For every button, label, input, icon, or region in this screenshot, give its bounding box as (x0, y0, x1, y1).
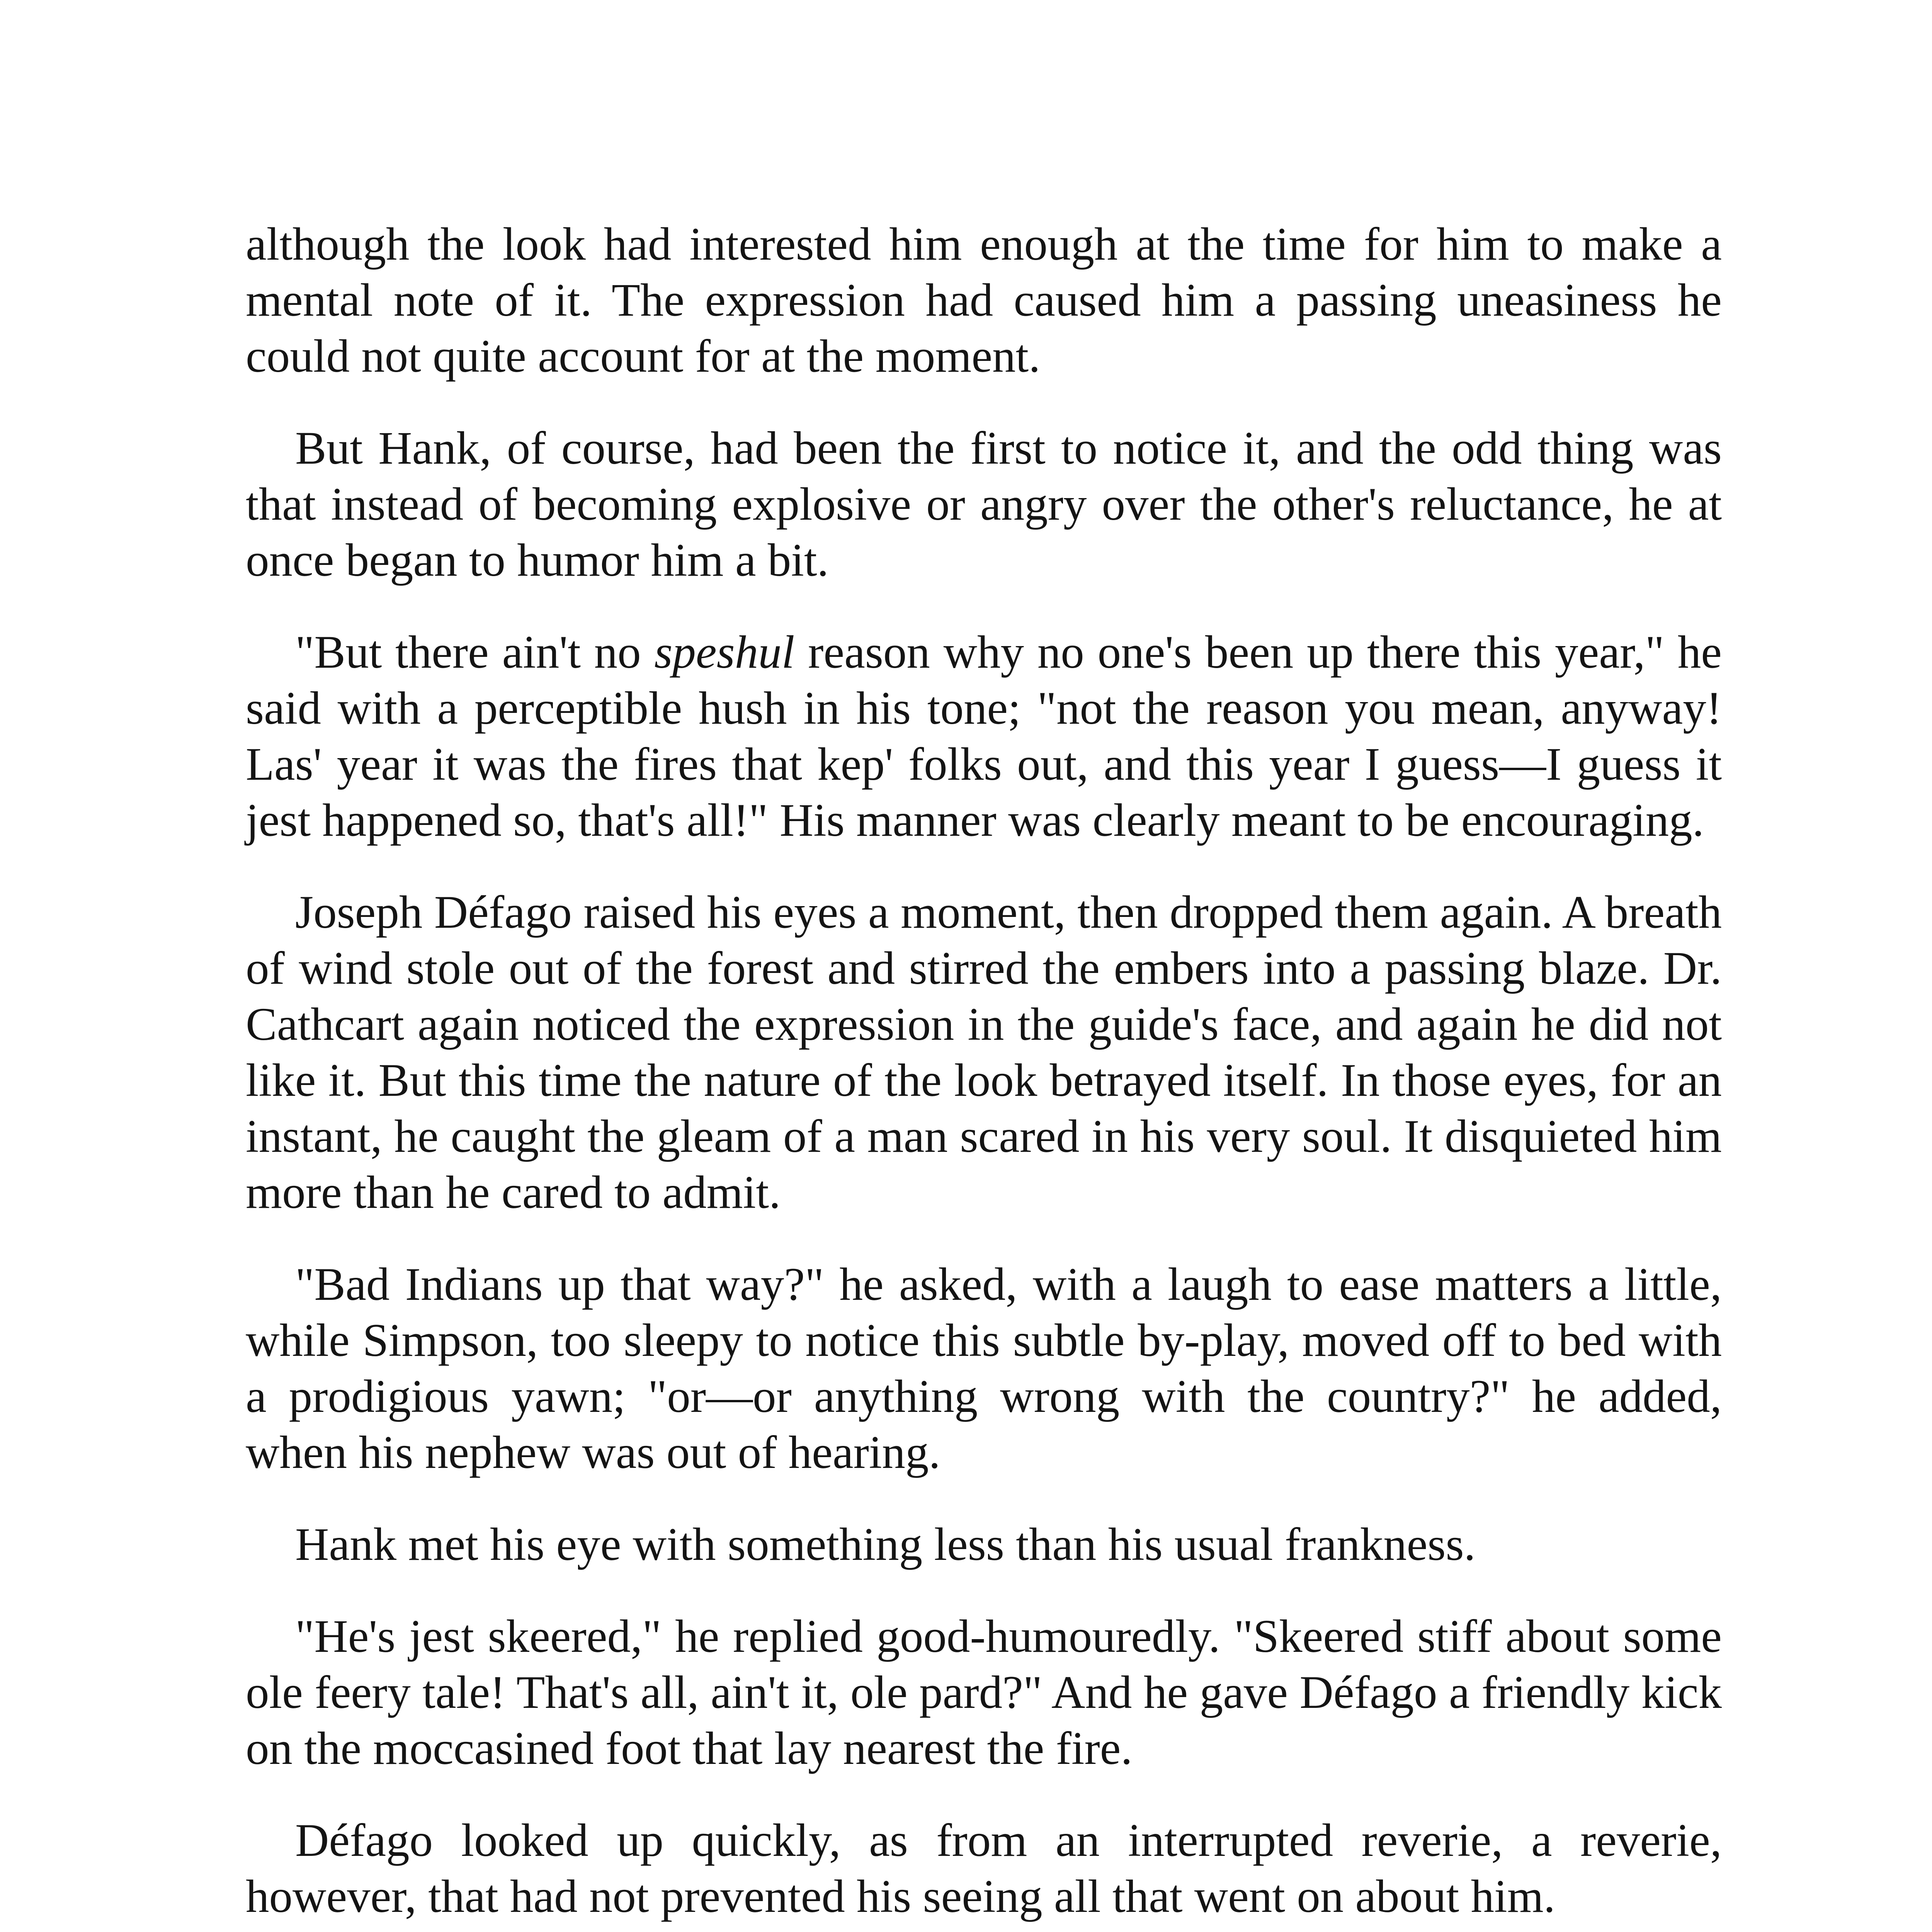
paragraph-text: "But there ain't no (295, 626, 655, 678)
paragraph-text: But Hank, of course, had been the first to notice it, and the odd thing was that instead of becoming explosive or angry over the other's reluctance, he at once began to humor him a bit. (246, 422, 1722, 586)
paragraph-text: Défago looked up quickly, as from an interrupted reverie, a reverie, however, that had not prevented his seeing all that went on about him. (246, 1815, 1722, 1922)
paragraph (246, 884, 1722, 1221)
paragraph (246, 420, 1722, 588)
paragraph (246, 1517, 1722, 1573)
paragraph-text: Joseph Défago raised his eyes a moment, then dropped them again. A breath of wind stole out of the forest and stirred the embers into a passing blaze. Dr. Cathcart again noticed the expression in the guide's face, and again he did not like it. But this time the nature of the look betrayed itself. In those eyes, for an instant, he caught the gleam of a man scared in his very soul. It disquieted him more than he cared to admit. (246, 886, 1722, 1218)
paragraph-text: "He's jest skeered," he replied good-humouredly. "Skeered stiff about some ole feery tale! That's all, ain't it, ole pard?" And he gave Défago a friendly kick on the moccasined foot that lay nearest the fire. (246, 1611, 1722, 1774)
paragraph-text: reason why no one's been up there this year," he said with a perceptible hush in his tone; "not the reason you mean, anyway! Las' year it was the fires that kep' folks out, and this year I guess—I guess it jest happened so, that's all!" His manner was clearly meant to be encouraging. (246, 626, 1722, 846)
paragraph (246, 1609, 1722, 1777)
paragraph-text: "Bad Indians up that way?" he asked, with a laugh to ease matters a little, while Simpson, too sleepy to notice this subtle by-play, moved off to bed with a prodigious yawn; "or—or anything wrong with the country?" he added, when his nephew was out of hearing. (246, 1259, 1722, 1478)
paragraph-text: Hank met his eye with something less than his usual frankness. (295, 1519, 1476, 1570)
italic-word: speshul (654, 626, 795, 678)
paragraph (246, 624, 1722, 849)
paragraph-text: although the look had interested him enough at the time for him to make a mental note of it. The expression had caused him a passing uneasiness he could not quite account for at the moment. (246, 218, 1722, 382)
paragraph (246, 216, 1722, 384)
paragraph (246, 1257, 1722, 1481)
paragraph (246, 1813, 1722, 1925)
body-text (246, 216, 1722, 1932)
